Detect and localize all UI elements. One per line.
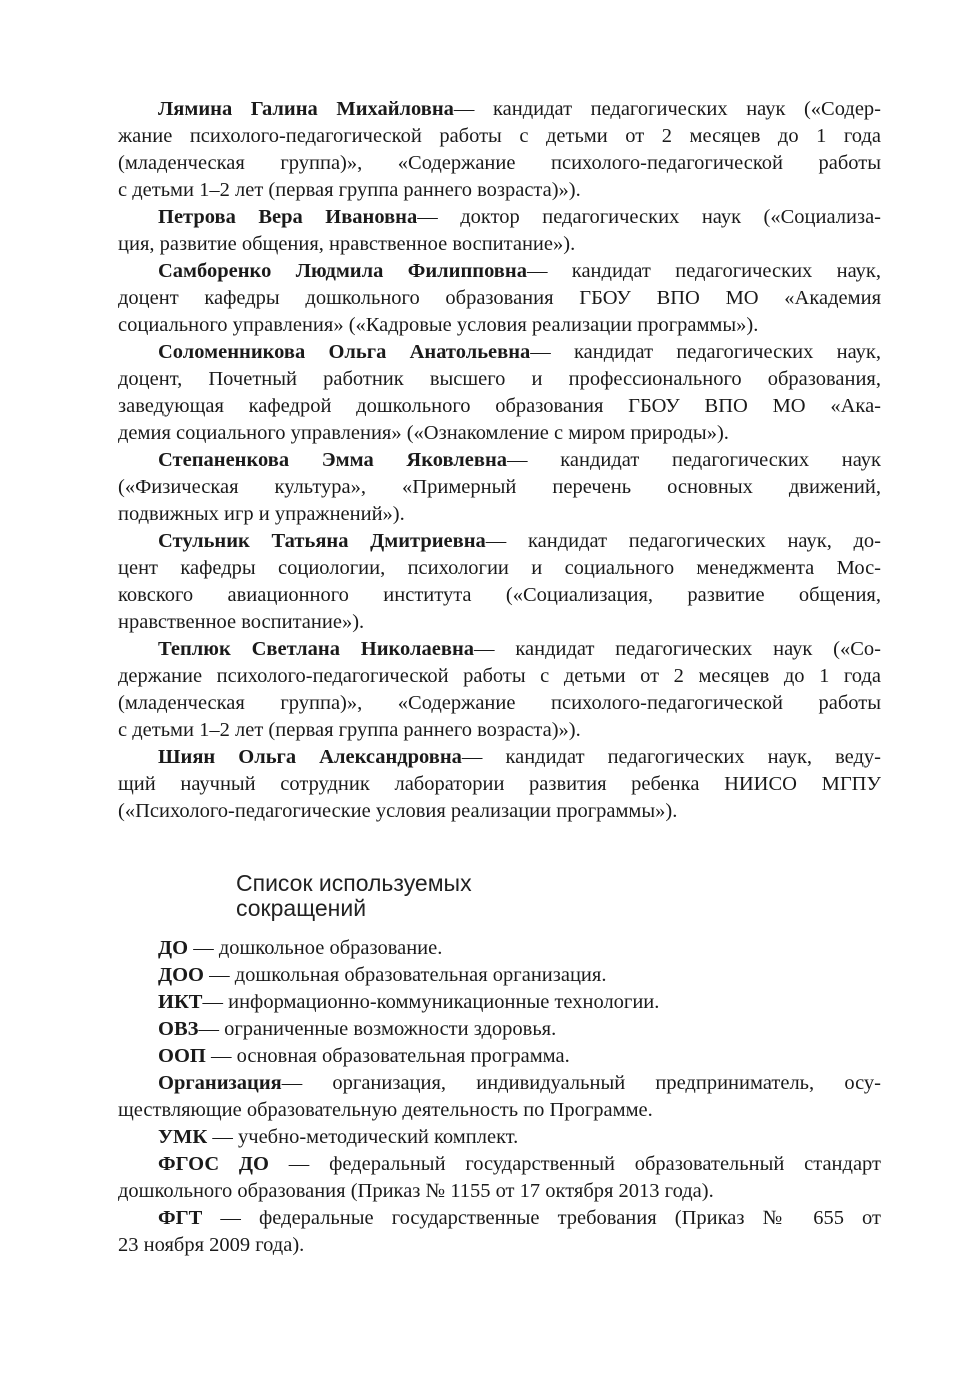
text-line	[118, 1016, 881, 1043]
line-text: — ограниченные возможности здоровья.	[198, 1018, 557, 1040]
line-text: — кандидат педагогических наук («Содер-	[453, 98, 881, 120]
author-entry	[118, 339, 881, 447]
text-line	[118, 582, 881, 609]
abbreviation-entry	[118, 1016, 881, 1043]
text-line	[118, 1178, 881, 1205]
line-text: (младенческая группа)», «Содержание психолого-педагогической работы	[118, 152, 881, 174]
term-name: Петрова Вера Ивановна	[158, 206, 418, 228]
line-text: ция, развитие общения, нравственное воспитание»).	[118, 233, 576, 255]
author-entry	[118, 204, 881, 258]
text-line	[118, 150, 881, 177]
text-line	[118, 177, 881, 204]
line-text: — кандидат педагогических наук, веду-	[461, 746, 881, 768]
text-line	[118, 935, 881, 962]
text-line	[118, 1205, 881, 1232]
term-name: Теплюк Светлана Николаевна	[158, 638, 475, 660]
line-text: щий научный сотрудник лаборатории развития ребенка НИИСО МГПУ	[118, 773, 881, 795]
text-line	[118, 339, 881, 366]
text-line	[118, 366, 881, 393]
line-text: — кандидат педагогических наук,	[526, 260, 881, 282]
text-line	[118, 744, 881, 771]
line-text: цент кафедры социологии, психологии и социального менеджмента Мос-	[118, 557, 881, 579]
text-line	[118, 609, 881, 636]
author-entry	[118, 96, 881, 204]
text-line	[118, 663, 881, 690]
term-name: ОВЗ	[158, 1018, 199, 1040]
text-line	[118, 717, 881, 744]
abbreviation-entry	[118, 935, 881, 962]
line-text: — кандидат педагогических наук, до-	[485, 530, 881, 552]
text-line	[118, 1232, 881, 1259]
abbreviation-entry	[118, 1070, 881, 1124]
term-name: ФГОС ДО	[158, 1153, 269, 1175]
abbreviation-entry	[118, 1124, 881, 1151]
line-text: ществляющие образовательную деятельность по Программе.	[118, 1099, 653, 1121]
abbreviation-entry	[118, 989, 881, 1016]
line-text: с детьми 1–2 лет (первая группа раннего возраста)»).	[118, 179, 581, 201]
author-entry	[118, 447, 881, 528]
line-text: — организация, индивидуальный предприниматель, осу-	[281, 1072, 881, 1094]
term-name: Организация	[158, 1072, 282, 1094]
term-name: Стульник Татьяна Дмитриевна	[158, 530, 486, 552]
abbreviation-entry	[118, 1205, 881, 1259]
term-name: ДОО	[158, 964, 204, 986]
term-name: Соломенникова Ольга Анатольевна	[158, 341, 531, 363]
author-entry	[118, 528, 881, 636]
author-entry	[118, 636, 881, 744]
text-line	[118, 771, 881, 798]
line-text: (младенческая группа)», «Содержание психолого-педагогической работы	[118, 692, 881, 714]
line-text: доцент, Почетный работник высшего и профессионального образования,	[118, 368, 881, 390]
abbreviation-entry	[118, 1043, 881, 1070]
text-line	[118, 962, 881, 989]
abbreviations-list	[118, 935, 881, 1259]
line-text: («Физическая культура», «Примерный перечень основных движений,	[118, 476, 881, 498]
text-line	[118, 258, 881, 285]
text-line	[118, 393, 881, 420]
line-text: социального управления» («Кадровые условия реализации программы»).	[118, 314, 759, 336]
line-text: — кандидат педагогических наук	[507, 449, 881, 471]
text-line	[118, 1097, 881, 1124]
line-text: — основная образовательная программа.	[205, 1045, 570, 1067]
line-text: подвижных игр и упражнений»).	[118, 503, 405, 525]
text-line	[118, 690, 881, 717]
heading-line: сокращений	[236, 895, 367, 921]
text-line	[118, 96, 881, 123]
term-name: Самборенко Людмила Филипповна	[158, 260, 527, 282]
term-name: Степаненкова Эмма Яковлевна	[158, 449, 508, 471]
term-name: ДО	[158, 937, 189, 959]
line-text: жание психолого-педагогической работы с детьми от 2 месяцев до 1 года	[118, 125, 881, 147]
text-line	[118, 1043, 881, 1070]
text-line	[118, 1070, 881, 1097]
text-line	[118, 285, 881, 312]
text-line	[118, 447, 881, 474]
line-text: дошкольного образования (Приказ № 1155 от 17 октября 2013 года).	[118, 1180, 714, 1202]
line-text: доцент кафедры дошкольного образования ГБОУ ВПО МО «Академия	[118, 287, 881, 309]
text-line	[118, 474, 881, 501]
line-text: с детьми 1–2 лет (первая группа раннего возраста)»).	[118, 719, 581, 741]
text-line	[118, 1124, 881, 1151]
line-text: — дошкольное образование.	[188, 937, 443, 959]
line-text: заведующая кафедрой дошкольного образования ГБОУ ВПО МО «Ака-	[118, 395, 881, 417]
term-name: УМК	[158, 1126, 208, 1148]
heading-line: Список используемых	[236, 870, 472, 896]
line-text: — дошкольная образовательная организация.	[204, 964, 607, 986]
line-text: — кандидат педагогических наук («Со-	[474, 638, 881, 660]
section-heading	[236, 871, 881, 921]
line-text: 23 ноября 2009 года).	[118, 1234, 305, 1256]
text-line	[118, 636, 881, 663]
line-text: — федеральные государственные требования (Приказ № 655 от	[202, 1207, 881, 1229]
term-name: Лямина Галина Михайловна	[158, 98, 454, 120]
page-content	[118, 96, 881, 1259]
author-entry	[118, 258, 881, 339]
text-line	[118, 1151, 881, 1178]
line-text: держание психолого-педагогической работы с детьми от 2 месяцев до 1 года	[118, 665, 881, 687]
text-line	[118, 204, 881, 231]
line-text: («Психолого-педагогические условия реализации программы»).	[118, 800, 678, 822]
line-text: нравственное воспитание»).	[118, 611, 365, 633]
text-line	[118, 528, 881, 555]
term-name: ИКТ	[158, 991, 203, 1013]
line-text: ковского авиационного института («Социализация, развитие общения,	[118, 584, 881, 606]
abbreviation-entry	[118, 1151, 881, 1205]
line-text: — информационно-коммуникационные технологии.	[202, 991, 660, 1013]
line-text: демия социального управления» («Ознакомление с миром природы»).	[118, 422, 729, 444]
term-name: Шиян Ольга Александровна	[158, 746, 462, 768]
abbreviation-entry	[118, 962, 881, 989]
line-text: — доктор педагогических наук («Социализа-	[417, 206, 881, 228]
term-name: ФГТ	[158, 1207, 203, 1229]
line-text: — федеральный государственный образовательный стандарт	[268, 1153, 881, 1175]
text-line	[118, 798, 881, 825]
text-line	[118, 555, 881, 582]
term-name: ООП	[158, 1045, 206, 1067]
text-line	[118, 420, 881, 447]
text-line	[118, 989, 881, 1016]
line-text: — кандидат педагогических наук,	[530, 341, 881, 363]
author-entry	[118, 744, 881, 825]
line-text: — учебно-методический комплект.	[207, 1126, 519, 1148]
text-line	[118, 312, 881, 339]
text-line	[118, 501, 881, 528]
authors-list	[118, 96, 881, 825]
text-line	[118, 231, 881, 258]
text-line	[118, 123, 881, 150]
